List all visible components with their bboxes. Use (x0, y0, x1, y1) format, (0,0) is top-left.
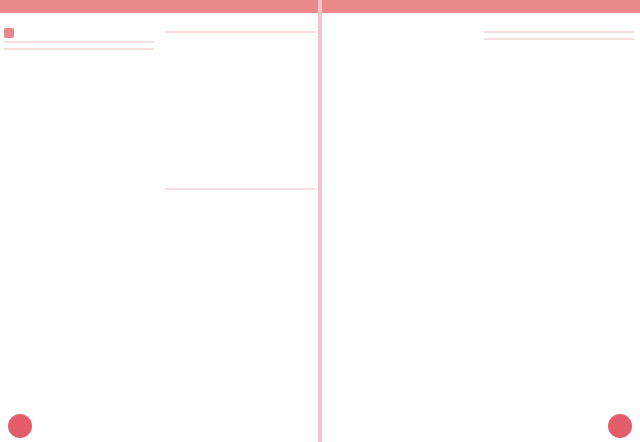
section-count (4, 41, 154, 43)
right-page-number (608, 414, 632, 438)
page-gutter (318, 0, 322, 442)
left-page-header (0, 0, 318, 13)
section-matching (165, 31, 315, 33)
matching-diagram (165, 36, 313, 182)
section-compare (165, 188, 315, 190)
column-4 (484, 28, 634, 43)
section-read-write (4, 48, 154, 50)
column-2 (165, 28, 315, 193)
column-3 (328, 28, 478, 32)
column-1 (4, 28, 154, 59)
left-page-number (8, 414, 32, 438)
chapter-number (4, 28, 14, 38)
chapter-heading (4, 28, 154, 38)
right-page-header (322, 0, 640, 13)
section-ordinal (484, 38, 634, 40)
section-count-compare (484, 31, 634, 33)
